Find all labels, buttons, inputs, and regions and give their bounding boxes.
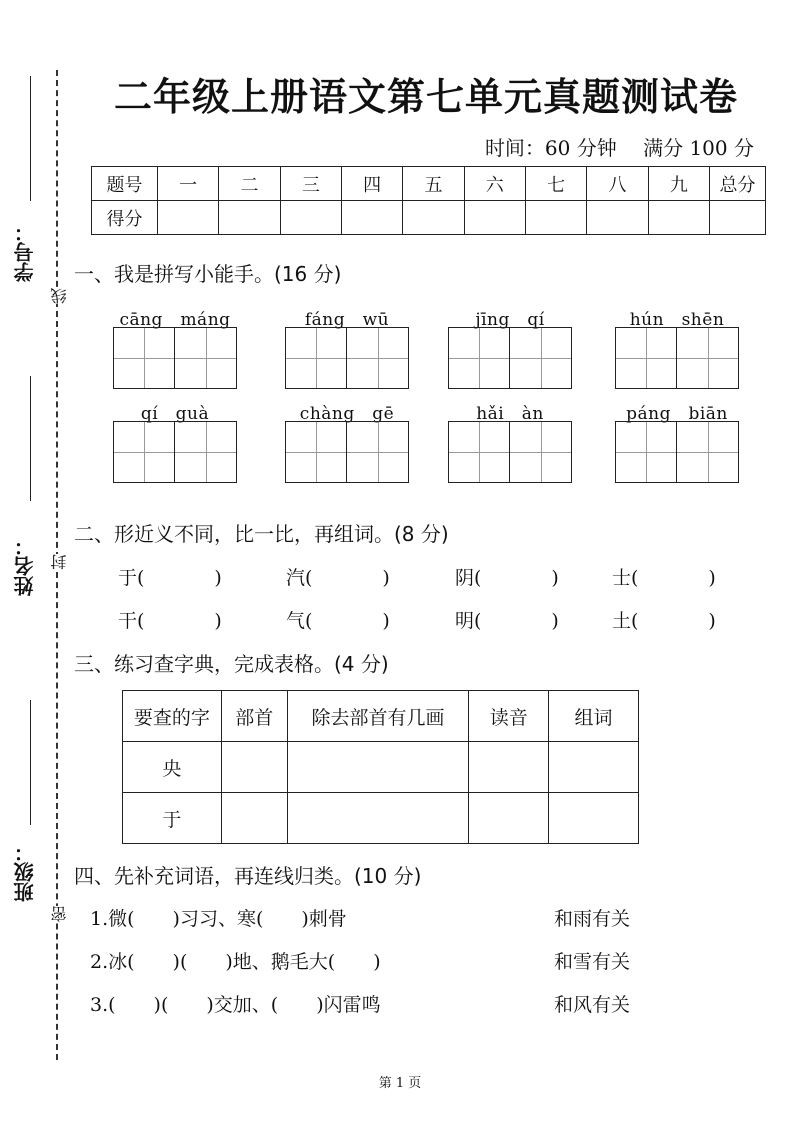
tian-cell[interactable]: [448, 327, 510, 389]
side-underline-xuehao: [30, 76, 31, 201]
word-close-paren: ): [382, 610, 390, 632]
score-input-cell[interactable]: [648, 201, 709, 235]
tian-cell[interactable]: [175, 421, 237, 483]
score-table: [91, 166, 766, 235]
dictionary-table: [122, 690, 639, 844]
pinyin-text: qí guà: [140, 404, 210, 424]
word-pair-item[interactable]: [118, 563, 222, 590]
dict-row: [123, 742, 639, 793]
dict-answer-cell[interactable]: [549, 793, 639, 844]
category-label[interactable]: 和雨有关: [554, 908, 631, 930]
score-input-cell[interactable]: [219, 201, 280, 235]
fill-phrase-line[interactable]: 2.冰( )( )地、鹅毛大( ): [90, 951, 381, 973]
tian-grid: [285, 421, 409, 483]
category-label[interactable]: 和雪有关: [554, 951, 631, 973]
word-pair-item[interactable]: [455, 606, 559, 633]
dict-answer-cell[interactable]: [221, 793, 287, 844]
section1-title: 一、我是拼写小能手。(16 分): [74, 262, 342, 286]
score-input-cell[interactable]: [341, 201, 402, 235]
score-header-cell: 八: [587, 167, 648, 201]
pinyin-text: chàng gē: [299, 404, 395, 424]
dict-answer-cell[interactable]: [469, 793, 549, 844]
score-input-cell[interactable]: [464, 201, 525, 235]
side-underline-banji: [30, 700, 31, 825]
tian-grid: [448, 327, 572, 389]
score-row-label: 得分: [92, 201, 158, 235]
word-pair-item[interactable]: [286, 606, 390, 633]
tian-cell[interactable]: [175, 327, 237, 389]
tian-cell[interactable]: [677, 421, 739, 483]
tian-cell[interactable]: [347, 421, 409, 483]
tian-cell[interactable]: [677, 327, 739, 389]
score-input-cell[interactable]: [158, 201, 219, 235]
word-close-paren: ): [708, 567, 716, 589]
word-char-open: 阴(: [455, 567, 482, 589]
score-table-score-row: [92, 201, 766, 235]
score-input-cell[interactable]: [280, 201, 341, 235]
dict-header-cell: 除去部首有几画: [287, 691, 469, 742]
score-header-cell: 三: [280, 167, 341, 201]
seal-char-xian: 线: [50, 288, 69, 304]
score-header-cell: 总分: [710, 167, 766, 201]
dict-char-cell: 于: [123, 793, 222, 844]
dict-answer-cell[interactable]: [221, 742, 287, 793]
section3-title: 三、练习查字典，完成表格。(4 分): [74, 652, 389, 676]
side-label-banji: 班级：: [13, 842, 37, 902]
dict-header-cell: 要查的字: [123, 691, 222, 742]
dict-answer-cell[interactable]: [549, 742, 639, 793]
dict-answer-cell[interactable]: [287, 793, 469, 844]
word-close-paren: ): [382, 567, 390, 589]
tian-cell[interactable]: [510, 421, 572, 483]
pinyin-text: páng biān: [626, 404, 728, 424]
dict-header-row: [123, 691, 639, 742]
score-table-header-row: [92, 167, 766, 201]
side-label-xingming: 姓名：: [13, 536, 37, 596]
tian-grid: [448, 421, 572, 483]
tian-grid: [615, 327, 739, 389]
dict-header-cell: 组词: [549, 691, 639, 742]
score-header-cell: 九: [648, 167, 709, 201]
score-header-cell: 四: [341, 167, 402, 201]
dict-char-cell: 央: [123, 742, 222, 793]
word-pair-item[interactable]: [455, 563, 559, 590]
side-underline-xingming: [30, 376, 31, 501]
dict-header-cell: 读音: [469, 691, 549, 742]
dict-header-cell: 部首: [221, 691, 287, 742]
word-char-open: 于(: [118, 567, 145, 589]
side-label-xuehao: 学号：: [13, 222, 37, 282]
tian-grid: [615, 421, 739, 483]
page-title: 二年级上册语文第七单元真题测试卷: [113, 75, 738, 119]
score-header-cell: 五: [403, 167, 464, 201]
tian-cell[interactable]: [113, 327, 175, 389]
score-input-cell[interactable]: [587, 201, 648, 235]
score-header-cell: 六: [464, 167, 525, 201]
tian-grid: [113, 327, 237, 389]
word-close-paren: ): [551, 610, 559, 632]
word-close-paren: ): [214, 610, 222, 632]
dict-answer-cell[interactable]: [287, 742, 469, 793]
tian-cell[interactable]: [615, 421, 677, 483]
section4-title: 四、先补充词语，再连线归类。(10 分): [74, 864, 422, 888]
word-char-open: 明(: [455, 610, 482, 632]
dict-row: [123, 793, 639, 844]
score-header-cell: 二: [219, 167, 280, 201]
word-close-paren: ): [214, 567, 222, 589]
word-char-open: 气(: [286, 610, 313, 632]
score-input-cell[interactable]: [525, 201, 586, 235]
section2-title: 二、形近义不同，比一比，再组词。(8 分): [74, 522, 449, 546]
category-label[interactable]: 和风有关: [554, 994, 631, 1016]
tian-grid: [113, 421, 237, 483]
score-header-cell: 一: [158, 167, 219, 201]
score-input-cell[interactable]: [710, 201, 766, 235]
word-pair-item[interactable]: [286, 563, 390, 590]
pinyin-text: hún shēn: [629, 310, 725, 330]
score-header-cell: 七: [525, 167, 586, 201]
word-char-open: 干(: [118, 610, 145, 632]
score-header-cell: 题号: [92, 167, 158, 201]
pinyin-text: hǎi àn: [476, 404, 544, 424]
tian-grid: [285, 327, 409, 389]
tian-cell[interactable]: [615, 327, 677, 389]
word-close-paren: ): [708, 610, 716, 632]
word-char-open: 士(: [612, 567, 639, 589]
pinyin-text: jīng qí: [475, 310, 545, 330]
tian-cell[interactable]: [347, 327, 409, 389]
word-pair-item[interactable]: [612, 606, 716, 633]
tian-cell[interactable]: [510, 327, 572, 389]
seal-char-feng: 封: [50, 554, 69, 570]
page-number: 第 1 页: [378, 1076, 422, 1091]
pinyin-text: cāng máng: [119, 310, 231, 330]
tian-cell[interactable]: [285, 421, 347, 483]
word-char-open: 土(: [612, 610, 639, 632]
time-score-info: 时间：60 分钟 满分 100 分: [484, 136, 754, 160]
word-close-paren: ): [551, 567, 559, 589]
score-input-cell[interactable]: [403, 201, 464, 235]
word-pair-item[interactable]: [118, 606, 222, 633]
word-pair-item[interactable]: [612, 563, 716, 590]
pinyin-text: fáng wū: [304, 310, 390, 330]
dict-answer-cell[interactable]: [469, 742, 549, 793]
tian-cell[interactable]: [285, 327, 347, 389]
fill-phrase-line[interactable]: 1.微( )习习、寒( )刺骨: [90, 908, 347, 930]
seal-char-mi: 密: [50, 906, 69, 922]
tian-cell[interactable]: [113, 421, 175, 483]
tian-cell[interactable]: [448, 421, 510, 483]
fill-phrase-line[interactable]: 3.( )( )交加、( )闪雷鸣: [90, 994, 381, 1016]
word-char-open: 汽(: [286, 567, 313, 589]
